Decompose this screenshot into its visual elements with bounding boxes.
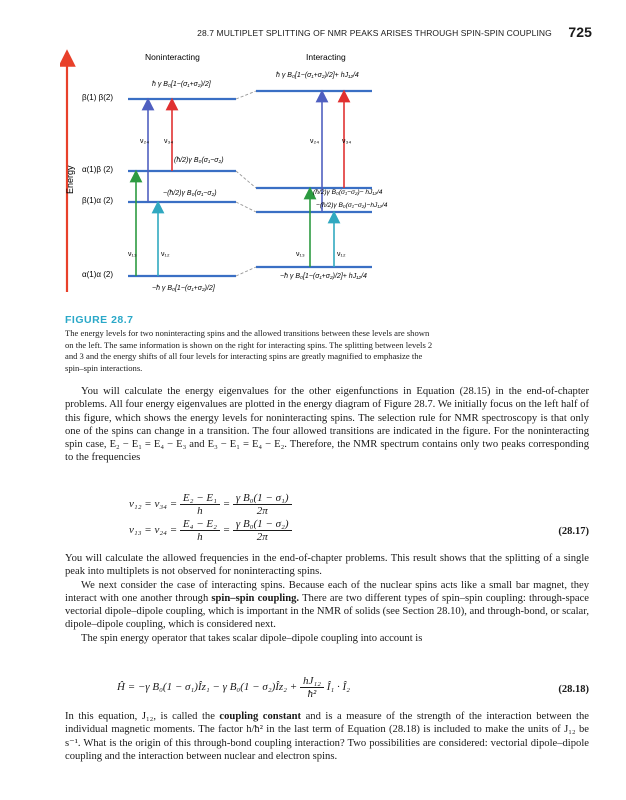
right-expr-mid-up: (ħ/2)γ B₀(σ₁−σ₂)− hJ₁₂/4 <box>313 189 383 196</box>
page-number: 725 <box>568 24 592 40</box>
energy-diagram <box>60 44 440 302</box>
left-label-v34: ν₃₄ <box>164 138 174 145</box>
level-label-ba: β(1)α (2) <box>82 196 114 205</box>
term-coupling-constant: coupling constant <box>219 711 302 722</box>
paragraph-2 <box>65 552 589 645</box>
noninteracting-header: Noninteracting <box>145 52 200 62</box>
right-expr-top: ħ γ B₀[1−(σ₁+σ₂)/2]+ hJ₁₂/4 <box>276 72 359 79</box>
eq1-line2-lhs: ν₁₃ = ν₂₄ = <box>129 524 178 537</box>
eq2-den: ħ² <box>307 688 317 700</box>
right-label-v24: ν₂₄ <box>310 138 320 145</box>
paragraph-3-pre: We next consider the case of interacting spins. Because each of the nuclear spins acts like a small bar magnet, they interact with one another through <box>65 579 589 604</box>
eq1-line1-lhs: ν₁₂ = ν₃₄ = <box>129 498 178 511</box>
eq2-num: hJ₁₂ <box>300 675 324 688</box>
paragraph-1 <box>65 385 589 465</box>
level-label-bb: β(1) β(2) <box>82 93 113 102</box>
eq1-line1-den: h <box>197 505 203 517</box>
eq1-line1-rden: 2π <box>256 505 268 517</box>
eq1-line2-rnum: γ B₀(1 − σ₂) <box>233 518 292 531</box>
left-label-v12: ν₁₂ <box>161 251 170 258</box>
eq1-line2-den: h <box>197 531 203 543</box>
left-label-v24: ν₂₄ <box>140 138 150 145</box>
paragraph-1-text: You will calculate the energy eigenvalues for the other eigenfunctions in Equation (28.15) in the end-of-chapter problems. All four energy eigenvalues are plotted in the energy diagram of Figure 28.7. We initially focus on the left half of this figure, which shows the energy levels for noninteracting spins. The selection rule for NMR spectroscopy is that only one of the spins can change in a transition. The four allowed transitions are indicated in the figure. For the noninteracting spin case, E₂ − E₁ = E₄ − E₃ and E₃ − E₁ = E₄ − E₂. Therefore, the NMR spectrum contains only two peaks corresponding to the frequencies <box>65 386 589 464</box>
paragraph-4: The spin energy operator that takes scalar dipole–dipole coupling into account is <box>81 632 423 644</box>
eq1-line1-rnum: γ B₀(1 − σ₁) <box>233 492 292 505</box>
right-label-v34: ν₃₄ <box>342 138 352 145</box>
interacting-header: Interacting <box>306 52 346 62</box>
paragraph-5-post: and is a measure of the strength of the interaction between the individual magnetic moments. The factor h/ħ² in the last term of Equation (28.18) is included to make the units of J₁₂ be s⁻¹. What is the origin of this through-bond coupling interaction? Two possibilities are considered: vectorial dipole–dipole coupling and the interaction between nuclear and electron spins. <box>65 711 589 762</box>
eq2-lhs: Ĥ = −γ B₀(1 − σ₁)Îz₁ − γ B₀(1 − σ₂)Îz₂ + <box>117 681 298 694</box>
left-label-v13: ν₁₃ <box>128 251 137 258</box>
eq1-line1-num: E₂ − E₁ <box>180 492 220 505</box>
eq2-number: (28.18) <box>558 684 589 695</box>
figure-caption: The energy levels for two noninteracting spins and the allowed transitions between these levels are shown on the left. The same information is shown on the right for interacting spins. The splitting between levels 2 and 3 and the energy shifts of all four levels for interacting spins are greatly magnified to emphasize the spin–spin interactions. <box>65 328 433 373</box>
paragraph-3 <box>65 579 589 632</box>
level-label-aa: α(1)α (2) <box>82 270 114 279</box>
right-label-v12: ν₁₂ <box>337 251 346 258</box>
right-expr-mid-down: −(ħ/2)γ B₀(σ₁−σ₂)−hJ₁₂/4 <box>316 202 388 209</box>
paragraph-5-text <box>65 710 589 763</box>
left-expr-mid-down: −(ħ/2)γ B₀(σ₁−σ₂) <box>163 190 217 197</box>
paragraph-3-post: There are two different types of spin–spin coupling: through-space vectorial dipole–dipole coupling, which is important in the NMR of solids (see Section 28.10), and through-bond, or scalar, dipole–dipole coupling, which is considered next. <box>65 592 589 631</box>
right-expr-bottom: −ħ γ B₀[1−(σ₁+σ₂)/2]+ hJ₁₂/4 <box>280 273 367 280</box>
energy-axis-label: Energy <box>65 165 75 194</box>
level-label-ab: α(1)β (2) <box>82 165 114 174</box>
left-expr-mid-up: (ħ/2)γ B₀(σ₁−σ₂) <box>174 157 224 164</box>
running-head-title: 28.7 MULTIPLET SPLITTING OF NMR PEAKS ARISES THROUGH SPIN-SPIN COUPLING <box>197 28 552 38</box>
eq1-number: (28.17) <box>558 526 589 537</box>
eq1-line2-num: E₄ − E₂ <box>180 518 220 531</box>
equation-28-17: ν₁₂ = ν₃₄ = $\frac{\text{E₂ − E₁}}{h}$ = $\frac{\text{γ B₀(1 − σ₁)}}{2\pi}$ ν₁₃ = ν₂₄ = $\frac{\text{E₄ − E₂}}{h}$ = $\frac{\text{γ B₀(1 − σ₂)}}{2\pi}$ (28.17) <box>129 492 589 543</box>
equation-28-18 <box>65 675 589 705</box>
left-expr-top: ħ γ B₀[1−(σ₁+σ₂)/2] <box>152 81 211 88</box>
eq2-rhs: Î₁ · Î₂ <box>326 681 350 694</box>
right-label-v13: ν₁₃ <box>296 251 305 258</box>
left-expr-bottom: −ħ γ B₀[1−(σ₁+σ₂)/2] <box>152 285 215 292</box>
level-connectors <box>236 91 256 276</box>
paragraph-2-text: You will calculate the allowed frequencies in the end-of-chapter problems. This result shows that the splitting of a single peak into multiplets is not observed for noninteracting spins. <box>65 553 589 578</box>
eq1-line2-rden: 2π <box>256 531 268 543</box>
running-head <box>0 24 592 40</box>
energy-level-figure <box>60 44 440 302</box>
paragraph-5-pre: In this equation, J₁₂, is called the <box>65 711 220 722</box>
paragraph-5 <box>65 710 589 763</box>
figure-label: FIGURE 28.7 <box>65 314 134 326</box>
term-spin-spin-coupling: spin–spin coupling. <box>211 592 300 604</box>
